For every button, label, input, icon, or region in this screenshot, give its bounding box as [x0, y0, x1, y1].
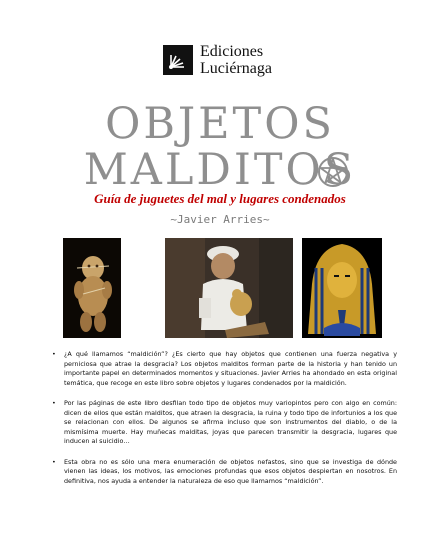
list-item	[52, 350, 397, 388]
list-item	[52, 399, 397, 447]
bullet-icon: •	[52, 350, 56, 358]
pentacle-icon	[316, 155, 350, 189]
bullet-icon: •	[52, 457, 56, 466]
publisher-name	[200, 43, 272, 77]
description-list	[52, 350, 397, 497]
publisher-name-line1: Ediciones	[200, 43, 264, 60]
list-item-text: Esta obra no es sólo una mera enumeración de objetos nefastos, sino que se investiga de dónde vienen las ideas, los motivos, las emociones profundas que esos objetos despiertan en nosotros. En definitiva, nos ayuda a entender la naturaleza de eso que llamamos “maldición”.	[64, 457, 397, 485]
tutankhamun-mask-photo	[302, 238, 382, 338]
bullet-icon: •	[52, 399, 56, 407]
robert-the-doll-photo	[165, 238, 293, 338]
book-title-line2: MALDITOS	[83, 145, 357, 195]
list-item	[52, 458, 397, 487]
firefly-logo-icon	[163, 45, 193, 75]
book-subtitle: Guía de juguetes del mal y lugares condenados	[94, 191, 346, 206]
publisher-name-line2: Luciérnaga	[200, 60, 272, 77]
publisher-block	[163, 43, 293, 79]
author-name: ~Javier Arries~	[170, 213, 270, 226]
list-item-text: Por las páginas de este libro desfilan todo tipo de objetos muy variopintos pero con algo en común: dicen de ellos que están malditos, que atraen la desgracia, la ruina y todo tipo de infortunios a los que se relacionan con ellos. De algunos se afirma incluso que son instrumentos del diablo, o de la mismísima muerte. Hay muñecas malditas, joyas que parecen transmitir la desgracia, lugares que inducen al suicidio…	[64, 399, 397, 445]
book-title-line1: OBJETOS	[105, 99, 335, 149]
voodoo-doll-photo	[63, 238, 121, 338]
list-item-text: ¿A qué llamamos “maldición”? ¿Es cierto que hay objetos que contienen una fuerza negativa y perniciosa que atrae la desgracia? Los objetos malditos forman parte de la historia y han tenido un importante papel en determinados momentos y situaciones. Javier Arries ha ahondado en esta original temática, que recoge en este libro sobre objetos y lugares condenados por la maldición.	[64, 350, 397, 387]
